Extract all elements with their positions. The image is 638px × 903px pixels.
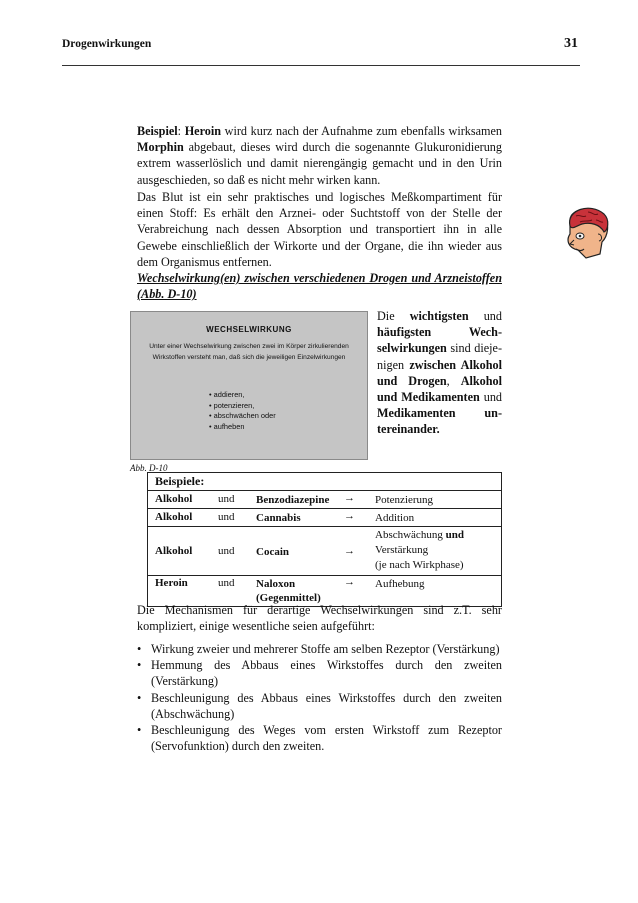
slide-list-item: • abschwächen oder <box>209 411 276 422</box>
drug1-cell: Alkohol <box>155 493 193 505</box>
bold-beispiel: Beispiel <box>137 124 178 138</box>
table-row <box>148 527 501 576</box>
paragraph-mechanisms: Die Mechanismen für derartige Wechselwirkungen sind z.T. sehr kompliziert, einige wesentliche seien aufgeführt: <box>137 603 502 634</box>
drug2-name: Naloxon <box>256 578 296 590</box>
text-fragment: und <box>479 390 502 405</box>
list-item: • Wirkung zweier und mehrerer Stoffe am selben Rezeptor (Verstärkung) <box>137 641 502 657</box>
text-fragment: wird kurz nach der Aufnahme zum ebenfalls wirksamen <box>221 124 503 138</box>
table-row <box>148 491 501 509</box>
page-number: 31 <box>564 36 578 51</box>
text-fragment: , <box>446 373 461 388</box>
table-header-label: Beispiele: <box>155 474 205 488</box>
result-line3: (je nach Wirkphase) <box>375 559 464 571</box>
table-header <box>148 473 501 491</box>
bold-fragment: Alkohol und Medikamenten <box>377 373 503 405</box>
mechanism-list <box>137 641 502 754</box>
bold-fragment: Medikamenten untereinander. <box>377 406 502 437</box>
drug2-cell: Benzodiazepine <box>256 494 330 506</box>
bold-heroin: Heroin <box>184 124 222 138</box>
drug2-cell: Cannabis <box>256 512 301 524</box>
und-cell: und <box>218 577 235 589</box>
result-cell: Potenzierung <box>375 494 434 506</box>
text-fragment: Die <box>377 309 410 323</box>
slide-list <box>209 390 276 432</box>
text-fragment: abgebaut, dieses wird durch die sogenannte Glukuronidierung extrem wasserlöslich und damit nierengängig gemacht und in den Urin ausgeschieden, so daß es nicht mehr wirken kann. <box>137 140 502 187</box>
drug2-cell: Cocain <box>256 546 289 558</box>
paragraph-heroin-example <box>137 123 502 188</box>
drug1-cell: Heroin <box>155 577 188 589</box>
result-cell <box>375 528 464 573</box>
bold-morphin: Morphin <box>137 140 184 155</box>
result-cell: Addition <box>375 512 415 524</box>
drug1-cell: Alkohol <box>155 511 193 523</box>
running-header: Drogenwirkungen <box>62 38 152 50</box>
text-fragment: : <box>177 124 185 138</box>
table-row <box>148 509 501 527</box>
result-text: Abschwächung <box>375 529 446 541</box>
slide-definition: Unter einer Wechselwirkung zwischen zwei im Körper zirkulierenden Wirkstoffen versteht man, daß sich die jeweiligen Einzelwirkungen <box>149 343 349 361</box>
bold-fragment: zwischen Alkohol und Drogen <box>377 357 502 388</box>
paragraph-blood: Das Blut ist ein sehr praktisches und logisches Meßkompartiment für einen Stoff: Es erhält den Arznei- oder Suchtstoff von der Stelle der Verabreichung nach dessen Absorption und transportiert ihn in alle Gewebe einschließlich der Wirkorte und der Organe, die ihn wieder aus dem Organismus entfernen. <box>137 190 502 269</box>
arrow-icon: → <box>344 510 355 522</box>
slide-title: WECHSELWIRKUNG <box>206 325 292 334</box>
drug2-cell <box>256 577 321 605</box>
slide-list-item: • aufheben <box>209 422 276 433</box>
slide-list-item: • addieren, <box>209 390 276 401</box>
result-line2: Verstärkung <box>375 544 429 556</box>
figure-slide <box>130 311 368 460</box>
list-item: • Beschleunigung des Weges vom ersten Wirkstoff zum Rezeptor (Servofunktion) durch den zweiten. <box>137 722 502 754</box>
text-fragment: sind diejenigen <box>377 341 502 372</box>
bold-fragment: häufigsten Wechselwirkungen <box>377 325 502 356</box>
result-bold: und <box>445 529 464 541</box>
text-fragment: und <box>468 309 502 323</box>
interaction-table <box>147 472 502 607</box>
arrow-icon: → <box>344 576 355 588</box>
drug1-cell: Alkohol <box>155 545 193 557</box>
list-item: • Hemmung des Abbaus eines Wirkstoffes durch den zweiten (Verstärkung) <box>137 657 502 689</box>
und-cell: und <box>218 511 235 523</box>
und-cell: und <box>218 545 235 557</box>
arrow-icon: → <box>344 545 355 557</box>
und-cell: und <box>218 493 235 505</box>
list-item: • Beschleunigung des Abbaus eines Wirkstoffes durch den zweiten (Abschwächung) <box>137 690 502 722</box>
side-note <box>377 308 502 438</box>
bold-fragment: wichtigsten <box>409 309 469 323</box>
result-cell: Aufhebung <box>375 578 425 590</box>
drug2-note: (Gegenmittel) <box>256 592 321 604</box>
figure-caption: Abb. D-10 <box>130 463 168 473</box>
slide-list-item: • potenzieren, <box>209 401 276 412</box>
header-rule <box>62 65 580 66</box>
arrow-icon: → <box>344 492 355 504</box>
section-heading: Wechselwirkung(en) zwischen verschiedenen Drogen und Arzneistoffen (Abb. D-10) <box>137 271 502 302</box>
thinking-face-brain-icon <box>556 204 616 262</box>
